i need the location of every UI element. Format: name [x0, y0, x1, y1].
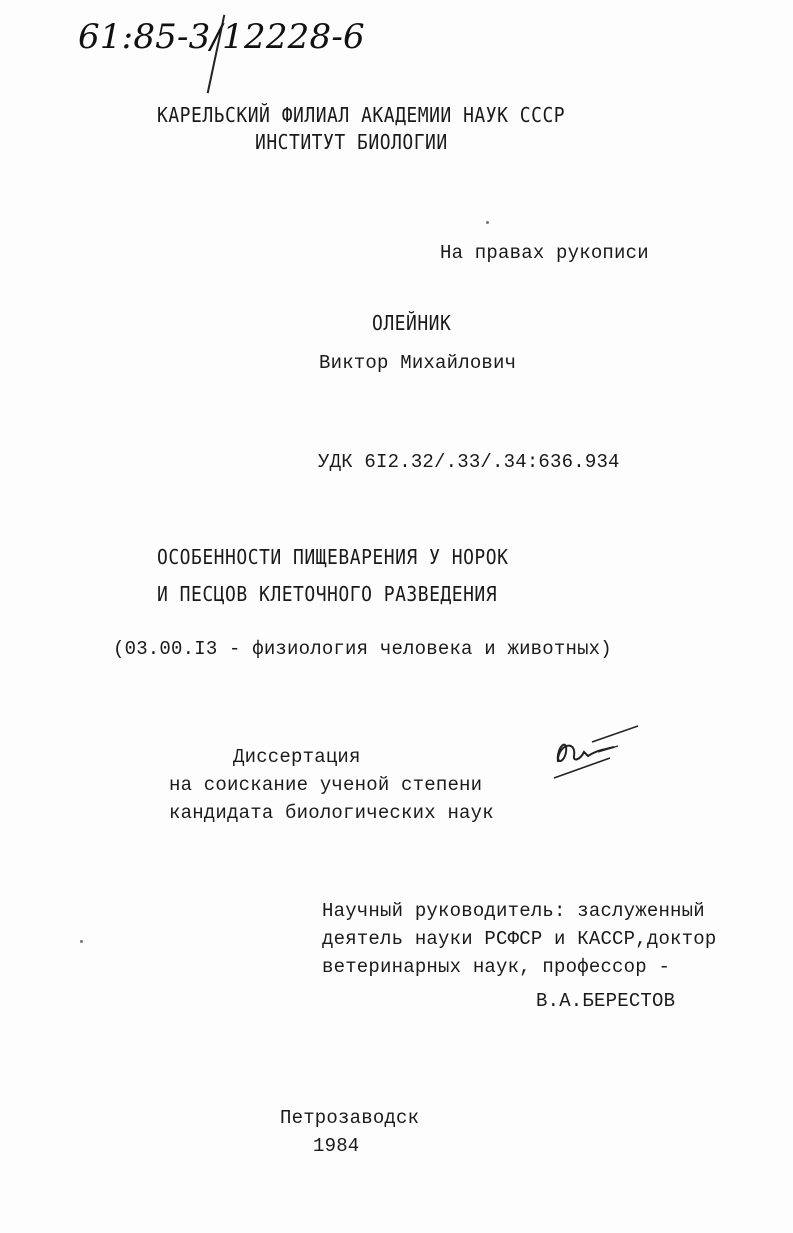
supervisor-line-3: ветеринарных наук, профессор - [322, 956, 671, 978]
institute-name: ИНСТИТУТ БИОЛОГИИ [255, 130, 448, 155]
author-given-names: Виктор Михайлович [319, 352, 517, 374]
specialty-code: (03.00.I3 - физиология человека и животных) [113, 638, 612, 660]
dissertation-title-line-2: И ПЕСЦОВ КЛЕТОЧНОГО РАЗВЕДЕНИЯ [157, 582, 498, 607]
supervisor-name: В.А.БЕРЕСТОВ [536, 990, 676, 1012]
degree-field-line: кандидата биологических наук [169, 802, 494, 824]
handwritten-signature-icon [548, 722, 643, 782]
supervisor-line-2: деятель науки РСФСР и КАССР,доктор [322, 928, 717, 950]
handwritten-catalog-number: 61:85-3/12228-6 [78, 17, 365, 57]
dissertation-title-line-1: ОСОБЕННОСТИ ПИЩЕВАРЕНИЯ У НОРОК [157, 545, 509, 570]
publication-city: Петрозаводск [280, 1107, 420, 1129]
supervisor-line-1: Научный руководитель: заслуженный [322, 900, 705, 922]
udc-code: УДК 6I2.32/.33/.34:636.934 [318, 451, 620, 473]
organization-name: КАРЕЛЬСКИЙ ФИЛИАЛ АКАДЕМИИ НАУК СССР [157, 103, 566, 128]
publication-year: 1984 [313, 1135, 360, 1157]
scan-speck [80, 940, 83, 943]
author-surname: ОЛЕЙНИК [372, 311, 452, 336]
rights-note: На правах рукописи [440, 242, 649, 264]
dissertation-label: Диссертация [233, 746, 361, 768]
degree-line: на соискание ученой степени [169, 774, 483, 796]
scan-speck [486, 221, 489, 224]
